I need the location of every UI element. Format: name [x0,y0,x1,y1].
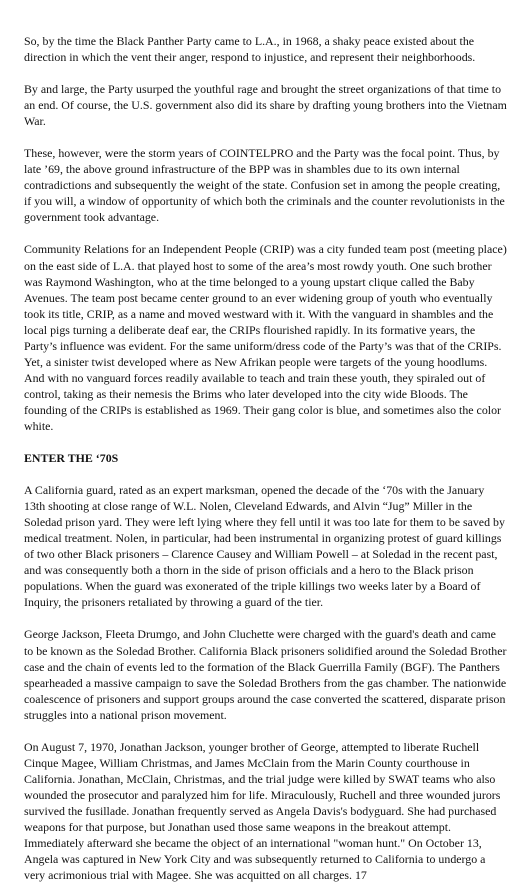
paragraph-soledad-brothers: George Jackson, Fleeta Drumgo, and John Cluchette were charged with the guard's death and came to be known as the Soledad Brother. California Black prisoners solidified around the Soledad Brother case and the chain of events led to the formation of the Black Guerrilla Family (BGF). The Panthers spearheaded a massive campaign to save the Soledad Brothers from the gas chamber. The nationwide coalescence of prisoners and support groups around the case converted the scattered, disparate prison struggles into a national prison movement. [24,627,507,722]
section-heading: ENTER THE ‘70S [24,451,119,466]
paragraph-marin-courthouse: On August 7, 1970, Jonathan Jackson, younger brother of George, attempted to liberate Ruchell Cinque Magee, William Christmas, and James McClain from the Marin County courthouse in California. Jonathan, McClain, Christmas, and the trial judge were killed by SWAT teams who also wounded the prosecutor and paralyzed him for life. Miraculously, Ruchell and three wounded jurors survived the fusillade. Jonathan frequently served as Angela Davis's bodyguard. She had purchased weapons for that purpose, but Jonathan used those same weapons in the breakout attempt. Immediately afterward she became the object of an international "woman hunt." On October 13, Angela was captured in New York City and was subsequently returned to California to undergo a very acrimonious trial with Magee. She was acquitted on all charges. 17 [24,739,501,883]
paragraph-party-usurped: By and large, the Party usurped the youthful rage and brought the street organizations of that time to an end. Of course, the U.S. government also did its share by drafting young brothers into the Vietnam War. [24,82,507,129]
paragraph-soledad-shooting: A California guard, rated as an expert marksman, opened the decade of the ‘70s with the January 13th shooting at close range of W.L. Nolen, Cleveland Edwards, and Alvin “Jug” Miller in the Soledad prison yard. They were left lying where they fell until it was too late for them to be saved by medical treatment. Nolen, in particular, had been instrumental in organizing protest of guard killings of two other Black prisoners – Clarence Causey and William Powell – at Soledad in the recent past, and was consequently both a thorn in the side of prison officials and a hero to the Black prison populations. When the guard was exonerated of the triple killings two weeks later by a Board of Inquiry, the prisoners retaliated by throwing a guard of the tier. [24,483,505,610]
document-page [24,33,508,883]
paragraph-panther-arrival: So, by the time the Black Panther Party came to L.A., in 1968, a shaky peace existed about the direction in which the vent their anger, respond to injustice, and represent their neighborhoods. [24,34,476,65]
paragraph-cointelpro: These, however, were the storm years of COINTELPRO and the Party was the focal point. Thus, by late ’69, the above ground infrastructure of the BPP was in shambles due to its own internal contradictions and subsequently the weight of the state. Confusion set in among the people creating, if you will, a window of opportunity of which both the criminals and the counter revolutionists in the government took advantage. [24,146,505,225]
paragraph-crip-origin: Community Relations for an Independent People (CRIP) was a city funded team post (meeting place) on the east side of L.A. that played host to some of the area’s most rowdy youth. One such brother was Raymond Washington, who at the time belonged to a young upstart clique called the Baby Avenues. The team post became center ground to an ever widening group of youth who eventually took its title, CRIP, as a name and moved westward with it. With the vanguard in shambles and the local pigs turning a deliberate deaf ear, the CRIPs flourished rapidly. In its formative years, the Party’s influence was evident. For the same uniform/dress code of the Party’s was that of the CRIPs. Yet, a sinister twist developed where as New Afrikan people were targets of the young hoodlums. And with no vanguard forces readily available to teach and train these youth, they spiraled out of control, taking as their nemesis the Brims who later developed into the city wide Bloods. The founding of the CRIPs is established as 1969. Their gang color is blue, and sometimes also the color white. [24,242,507,433]
